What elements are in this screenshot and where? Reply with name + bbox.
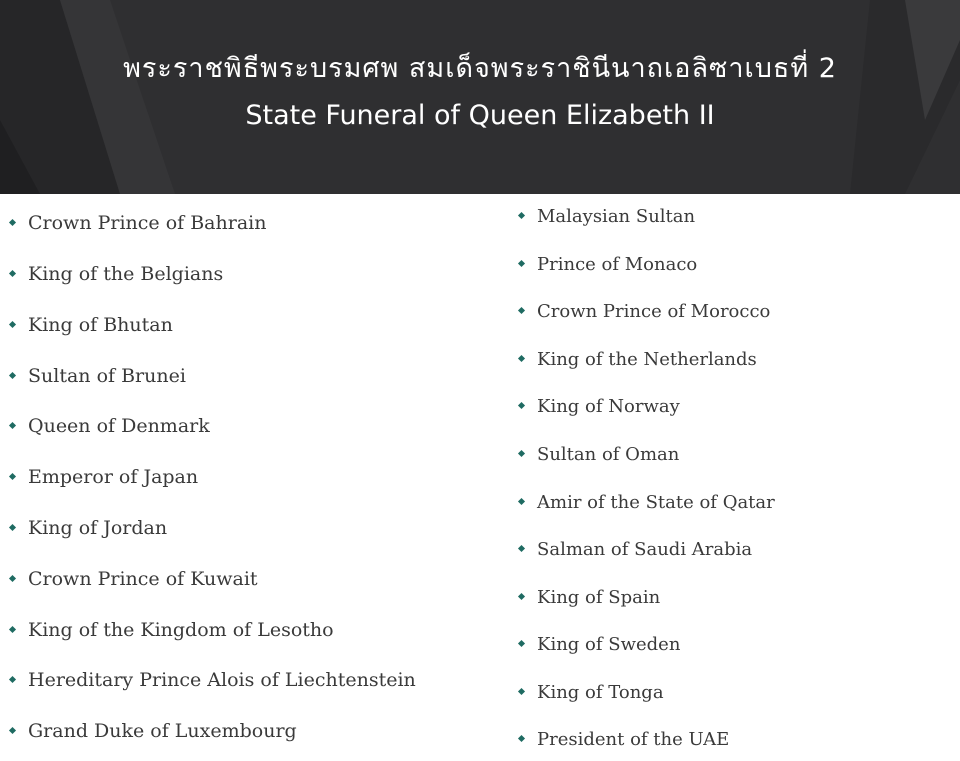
attendee-name: Crown Prince of Kuwait	[28, 568, 258, 590]
title-english: State Funeral of Queen Elizabeth II	[245, 100, 715, 131]
diamond-bullet-icon	[9, 625, 16, 632]
list-item	[10, 514, 167, 542]
diamond-bullet-icon	[9, 320, 16, 327]
diamond-bullet-icon	[518, 449, 525, 456]
list-item	[10, 362, 186, 390]
diamond-bullet-icon	[9, 421, 16, 428]
list-item	[519, 536, 752, 564]
attendee-name: King of the Belgians	[28, 263, 224, 285]
diamond-bullet-icon	[518, 354, 525, 361]
attendee-name: Crown Prince of Bahrain	[28, 212, 267, 234]
attendee-name: Queen of Denmark	[28, 415, 210, 437]
list-item	[10, 209, 266, 237]
diamond-bullet-icon	[518, 211, 525, 218]
diamond-bullet-icon	[518, 306, 525, 313]
attendee-name: Crown Prince of Morocco	[537, 301, 771, 322]
attendee-name: President of the UAE	[537, 729, 730, 750]
attendee-name: King of Jordan	[28, 517, 168, 539]
diamond-bullet-icon	[518, 259, 525, 266]
attendee-name: Malaysian Sultan	[537, 206, 696, 227]
list-item	[10, 565, 258, 593]
diamond-bullet-icon	[9, 269, 16, 276]
diamond-bullet-icon	[518, 592, 525, 599]
diamond-bullet-icon	[518, 639, 525, 646]
attendee-name: King of Norway	[537, 396, 680, 417]
diamond-bullet-icon	[9, 675, 16, 682]
diamond-bullet-icon	[518, 401, 525, 408]
diamond-bullet-icon	[9, 574, 16, 581]
header-background-pattern	[0, 0, 960, 194]
attendee-name: Amir of the State of Qatar	[537, 492, 775, 513]
list-item	[519, 298, 770, 326]
list-item	[519, 203, 695, 231]
diamond-bullet-icon	[9, 726, 16, 733]
list-item	[10, 616, 334, 644]
attendee-name: Grand Duke of Luxembourg	[28, 720, 297, 742]
diamond-bullet-icon	[518, 734, 525, 741]
attendee-name: Emperor of Japan	[28, 466, 199, 488]
attendee-name: King of the Netherlands	[537, 349, 757, 370]
list-item	[519, 679, 664, 707]
diamond-bullet-icon	[9, 218, 16, 225]
list-item	[519, 631, 680, 659]
diamond-bullet-icon	[518, 687, 525, 694]
diamond-bullet-icon	[518, 544, 525, 551]
list-item	[519, 584, 660, 612]
attendee-name: Hereditary Prince Alois of Liechtenstein	[28, 669, 416, 691]
attendee-name: Salman of Saudi Arabia	[537, 539, 753, 560]
attendee-name: King of Bhutan	[28, 314, 173, 336]
list-item	[10, 412, 210, 440]
attendee-name: King of Sweden	[537, 634, 681, 655]
attendee-name: Sultan of Brunei	[28, 365, 186, 387]
list-item	[519, 251, 697, 279]
attendee-name: Prince of Monaco	[537, 254, 698, 275]
list-item	[519, 489, 775, 517]
list-item	[10, 666, 416, 694]
diamond-bullet-icon	[518, 497, 525, 504]
list-item	[10, 311, 173, 339]
attendee-name: King of the Kingdom of Lesotho	[28, 619, 334, 641]
list-item	[519, 346, 757, 374]
title-thai: พระราชพิธีพระบรมศพ สมเด็จพระราชินีนาถเอลิซาเบธที่ 2	[123, 53, 837, 84]
list-item	[10, 717, 297, 745]
diamond-bullet-icon	[9, 371, 16, 378]
attendee-name: Sultan of Oman	[537, 444, 680, 465]
diamond-bullet-icon	[9, 523, 16, 530]
diamond-bullet-icon	[9, 472, 16, 479]
attendee-name: King of Tonga	[537, 682, 664, 703]
list-item	[10, 463, 198, 491]
list-item	[519, 726, 729, 754]
list-item	[10, 260, 223, 288]
list-item	[519, 441, 679, 469]
attendee-name: King of Spain	[537, 587, 661, 608]
list-item	[519, 393, 680, 421]
header-banner	[0, 0, 960, 194]
